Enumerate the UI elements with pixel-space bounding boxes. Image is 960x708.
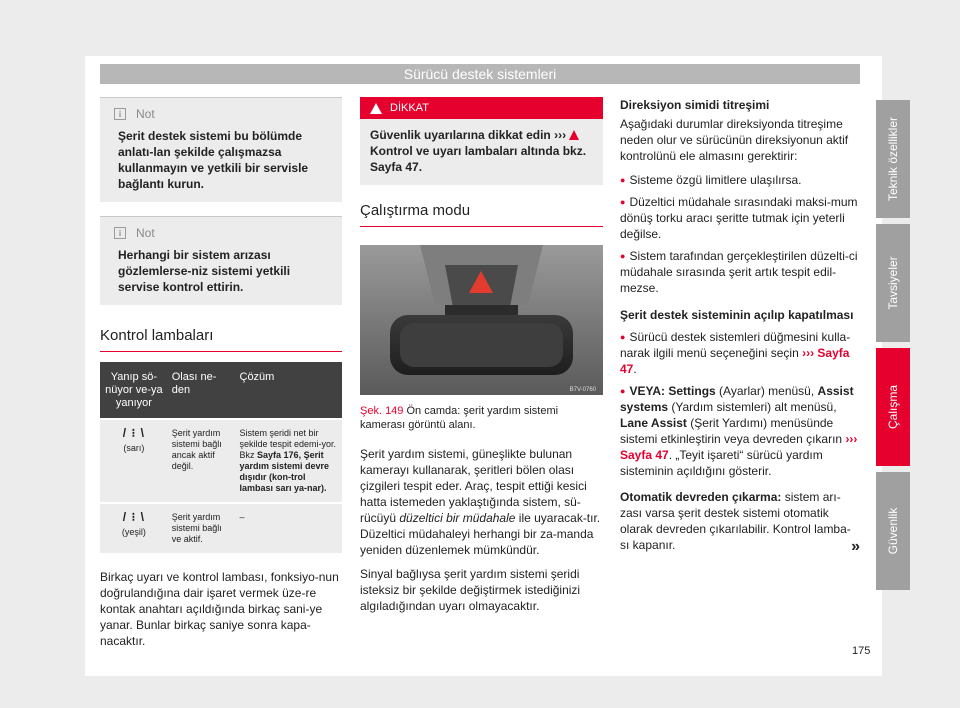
column-right bbox=[620, 97, 860, 555]
list-item: ● Düzeltici müdahale sırasındaki maksi-mum dönüş torku aracı şeritte tutmak için yeterli değilse. bbox=[620, 194, 860, 242]
paragraph: Otomatik devreden çıkarma: sistem arı-zası varsa şerit destek sistemi otomatik olarak devreden çıkarılabilir. Kontrol lamba-sı kapanır. bbox=[620, 490, 851, 552]
table-cell: Şerit yardım sistemi bağlı ve aktif. bbox=[168, 503, 236, 553]
warning-label: DİKKAT bbox=[390, 102, 429, 114]
note-text: Şerit destek sistemi bu bölümde anlatı-lan şekilde çalışmazsa kullanmayın ve yetkili bir servisle bağlantı kurun. bbox=[118, 129, 309, 191]
note-text: Herhangi bir sistem arızası gözlemlerse-niz sistemi yetkili servise kontrol ettirin. bbox=[118, 248, 291, 294]
table-cell: Sistem şeridi net bir şekilde tespit edemi-yor. Bkz Sayfa 176, Şerit yardım sistemi devre dışıdır (kon-trol lambası sarı ya-nar). bbox=[236, 419, 343, 503]
column-middle bbox=[360, 97, 603, 614]
page-header: Sürücü destek sistemleri bbox=[100, 64, 860, 84]
note-box bbox=[100, 216, 342, 305]
paragraph: Şerit yardım sistemi, güneşlikte bulunan kamerayı kullanarak, şeritleri bölen olası çizgileri tespit eder. Araç, tespit ettiği kesici hatta istemeden yaklaştığında sistem, sü-rücüyü düzeltici bir müdahale ile uyaracak-tır. Düzeltici müdahaleyi herhangi bir za-manda yeniden düzenlemek mümkündür. bbox=[360, 447, 601, 557]
page-link[interactable]: ››› Sayfa 47 bbox=[620, 432, 858, 462]
warning-header bbox=[360, 97, 603, 119]
table-cell: Şerit yardım sistemi bağlı ancak aktif değil. bbox=[168, 419, 236, 503]
list-item: ● Sistem tarafından gerçekleştirilen düzelti-ci müdahale sırasında şerit artık tespit edil-mezse. bbox=[620, 248, 860, 296]
windshield-camera-photo bbox=[360, 245, 603, 395]
table-header: Yanıp sö-nüyor ve-ya yanıyor bbox=[100, 362, 168, 419]
continue-icon: » bbox=[851, 538, 860, 555]
note-label: Not bbox=[136, 226, 155, 240]
list-item: ● Sürücü destek sistemleri düğmesini kulla-narak ilgili menü seçeneğini seçin ››› Sayfa 47. bbox=[620, 329, 860, 377]
table-header: Çözüm bbox=[236, 362, 343, 419]
lane-assist-icon: / ⁝ \ bbox=[122, 426, 145, 440]
subheading: Direksiyon simidi titreşimi bbox=[620, 98, 770, 112]
list-item: ● Sisteme özgü limitlere ulaşılırsa. bbox=[620, 172, 860, 188]
section-title: Kontrol lambaları bbox=[100, 328, 342, 352]
note-box bbox=[100, 97, 342, 202]
page-link[interactable]: ››› Sayfa 47 bbox=[620, 346, 850, 376]
tab-teknik-ozellikler[interactable]: Teknik özellikler bbox=[876, 100, 910, 218]
lane-assist-icon: / ⁝ \ bbox=[122, 510, 145, 524]
warning-icon bbox=[370, 103, 382, 114]
indicator-table bbox=[100, 362, 342, 553]
figure-caption: Şek. 149 Ön camda: şerit yardım sistemi kamerası görüntü alanı. bbox=[360, 405, 559, 431]
paragraph: Aşağıdaki durumlar direksiyonda titreşime neden olur ve sürücünün direksiyonun aktif kontrolünü ele almasını gerektirir: bbox=[620, 117, 849, 163]
tab-guvenlik[interactable]: Güvenlik bbox=[876, 472, 910, 590]
info-icon: i bbox=[114, 108, 126, 120]
paragraph: Sinyal bağlıysa şerit yardım sistemi şeridi isteksiz bir şekilde değiştirmek istediğinizi algıladığından uyarı olmayacaktır. bbox=[360, 567, 581, 613]
note-label: Not bbox=[136, 107, 155, 121]
figure-code: B7V-0760 bbox=[569, 387, 596, 393]
table-row bbox=[100, 503, 342, 553]
lamp-state: (sarı) bbox=[123, 443, 145, 453]
table-cell: – bbox=[236, 503, 343, 553]
list-item: ● VEYA: Settings (Ayarlar) menüsü, Assist systems (Yardım sistemleri) alt menüsü, Lane Assist (Şerit Yardımı) menüsünde sistemi etkinleştirin veya devreden çıkarın ››› Sayfa 47. „Teyit işareti“ sürücü yardım sisteminin açıldığını gösterir. bbox=[620, 383, 860, 479]
info-icon: i bbox=[114, 227, 126, 239]
tab-tavsiyeler[interactable]: Tavsiyeler bbox=[876, 224, 910, 342]
table-header: Olası ne-den bbox=[168, 362, 236, 419]
warning-triangle-icon bbox=[569, 130, 579, 140]
table-row bbox=[100, 419, 342, 503]
column-left bbox=[100, 97, 342, 649]
lamp-state: (yeşil) bbox=[121, 527, 146, 537]
tab-calisma[interactable]: Çalışma bbox=[876, 348, 910, 466]
subheading: Şerit destek sisteminin açılıp kapatılması bbox=[620, 308, 854, 322]
camera-illustration bbox=[360, 245, 603, 395]
paragraph: Birkaç uyarı ve kontrol lambası, fonksiyo-nun doğrulandığına dair işaret vermek üze-re kontak anahtarı açıldığında birkaç sani-ye yanar. Bunlar birkaç saniye sonra kapa-nacaktır. bbox=[100, 570, 339, 648]
warning-body: Güvenlik uyarılarına dikkat edin ››› Kontrol ve uyarı lambaları altında bkz. Sayfa 47. bbox=[360, 119, 603, 185]
section-title: Çalıştırma modu bbox=[360, 203, 603, 227]
page-number: 175 bbox=[852, 645, 871, 657]
